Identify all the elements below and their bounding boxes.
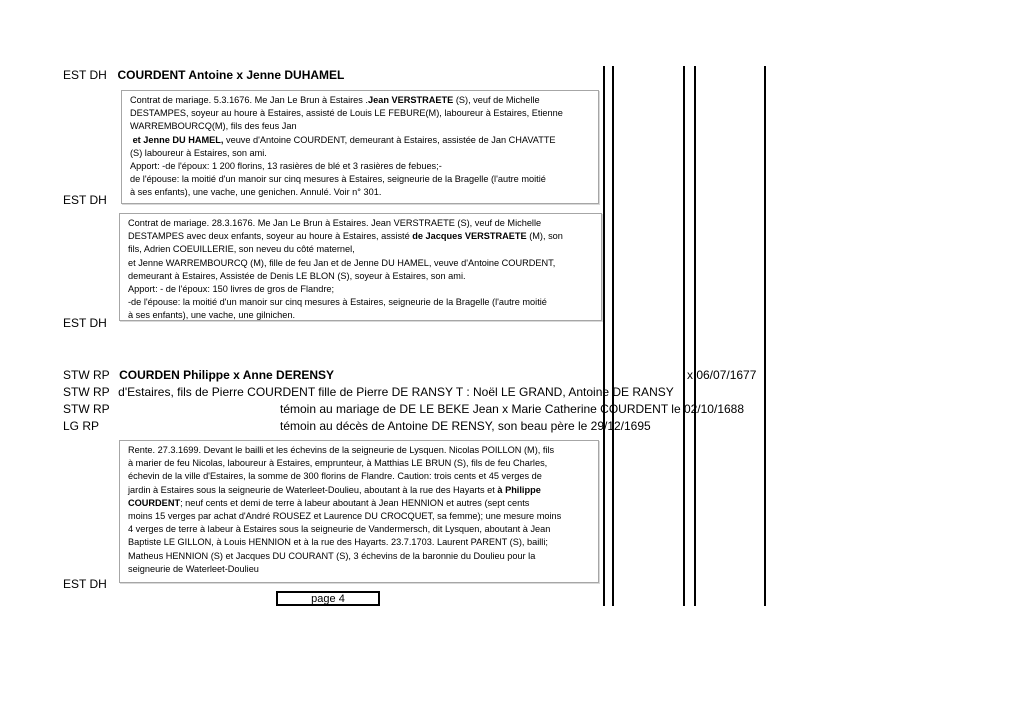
entry-codes: EST DH	[63, 68, 107, 82]
entry-date: x 06/07/1677	[687, 368, 757, 382]
entry-codes: STW RP	[63, 402, 110, 416]
note-line: échevin de la ville d'Estaires, la somme de 300 florins de Flandre. Caution: trois cents et 45 verges de	[128, 471, 542, 482]
column-rule	[603, 66, 605, 606]
note-text-bold: COURDENT	[128, 497, 181, 508]
entry-line	[63, 385, 674, 399]
note-line: moins 15 verges par achat d'André ROUSEZ et Laurence DU CROCQUET, sa femme); une mesure moins	[128, 511, 562, 522]
note-line: Apport: -de l'époux: 1 200 florins, 13 rasières de blé et 3 rasières de febues;-	[130, 161, 442, 172]
note-text: ; neuf cents et demi de terre à labeur aboutant à Jean HENNION et autres (sept cents	[180, 497, 530, 508]
marriage-contract-note-2	[119, 213, 602, 321]
entry-text: témoin au décès de Antoine DE RENSY, son beau père le 29/12/1695	[280, 419, 651, 433]
entry-codes: STW RP	[63, 368, 110, 382]
note-line: à ses enfants), une vache, une genichen. Annulé. Voir n° 301.	[130, 187, 382, 198]
entry-codes: EST DH	[63, 193, 107, 207]
column-rule	[612, 66, 614, 606]
note-text-bold: et Jenne DU HAMEL,	[132, 134, 224, 145]
note-line: fils, Adrien COEUILLERIE, son neveu du côté maternel,	[128, 244, 355, 255]
note-line: DESTAMPES, soyeur au houre à Estaires, assisté de Louis LE FEBURE(M), laboureur à Estaires, Etienne	[130, 108, 563, 119]
column-rule	[683, 66, 685, 606]
note-text: (S), veuf de Michelle	[453, 95, 540, 105]
entry-header	[63, 368, 334, 382]
note-line: Matheus HENNION (S) et Jacques DU COURANT (S), 3 échevins de la baronnie du Doulieu pour la	[128, 550, 536, 561]
note-line: à ses enfants), une vache, une gilnichen.	[128, 310, 296, 321]
entry-title: COURDEN Philippe x Anne DERENSY	[119, 368, 335, 382]
note-line: et Jenne WARREMBOURCQ (M), fille de feu Jan et de Jenne DU HAMEL, veuve d'Antoine COURDENT,	[128, 257, 556, 268]
entry-header	[63, 68, 344, 82]
note-text: Contrat de mariage. 5.3.1676. Me Jan Le Brun à Estaires .	[130, 95, 368, 105]
note-text: veuve d'Antoine COURDENT, demeurant à Estaires, assistée de Jan CHAVATTE	[223, 134, 556, 145]
note-line: demeurant à Estaires, Assistée de Denis LE BLON (S), soyeur à Estaires, son ami.	[128, 270, 466, 281]
note-text-bold: Jean VERSTRAETE	[368, 95, 454, 105]
note-text-bold: de Jacques VERSTRAETE	[412, 231, 527, 242]
note-line: de l'épouse: la moitié d'un manoir sur cinq mesures à Estaires, seigneurie de la Bragelle (l'autre moitié	[130, 174, 546, 185]
note-line: Apport: - de l'époux: 150 livres de gros de Flandre;	[128, 284, 335, 295]
note-line: WARREMBOURCQ(M), fils des feus Jan	[130, 121, 297, 132]
note-text-bold: à Philippe	[497, 484, 541, 495]
note-line: -de l'épouse: la moitié d'un manoir sur cinq mesures à Estaires, seigneurie de la Bragelle (l'autre moitié	[128, 297, 547, 308]
note-line: (S) laboureur à Estaires, son ami.	[130, 147, 267, 158]
entry-codes: LG RP	[63, 419, 100, 433]
note-text: (M), son	[526, 231, 563, 242]
entry-codes: EST DH	[63, 316, 107, 330]
note-line: Baptiste LE GILLON, à Louis HENNION et à la rue des Hayarts. 23.7.1703. Laurent PARENT (S), bailli;	[128, 537, 548, 548]
entry-title: COURDENT Antoine x Jenne DUHAMEL	[117, 68, 345, 82]
entry-text: témoin au mariage de DE LE BEKE Jean x Marie Catherine COURDENT le 02/10/1688	[280, 402, 745, 416]
page-number: page 4	[276, 591, 380, 606]
note-line: Rente. 27.3.1699. Devant le bailli et les échevins de la seigneurie de Lysquen. Nicolas POILLON (M), fils	[128, 445, 555, 455]
note-line: 4 verges de terre à labeur à Estaires sous la seigneurie de Vandermersch, dit Lysquen, aboutant à Jean	[128, 524, 551, 535]
column-rule	[764, 66, 766, 606]
note-text: jardin à Estaires sous la seigneurie de Waterleet-Doulieu, aboutant à la rue des Hayarts et	[128, 484, 498, 495]
marriage-contract-note-1	[121, 90, 599, 204]
note-line: à marier de feu Nicolas, laboureur à Estaires, emprunteur, à Matthias LE BRUN (S), fils de feu Charles,	[128, 458, 548, 469]
entry-codes: EST DH	[63, 577, 107, 591]
note-line: seigneurie de Waterleet-Doulieu	[128, 563, 259, 574]
note-text: DESTAMPES avec deux enfants, soyeur au houre à Estaires, assisté	[128, 231, 413, 242]
note-line: Contrat de mariage. 28.3.1676. Me Jan Le Brun à Estaires. Jean VERSTRAETE (S), veuf de Michelle	[128, 218, 542, 228]
column-rule	[694, 66, 696, 606]
entry-text: d'Estaires, fils de Pierre COURDENT fille de Pierre DE RANSY T : Noël LE GRAND, Antoine DE RANSY	[118, 385, 674, 399]
entry-codes: STW RP	[63, 385, 110, 399]
rente-note	[119, 440, 599, 583]
